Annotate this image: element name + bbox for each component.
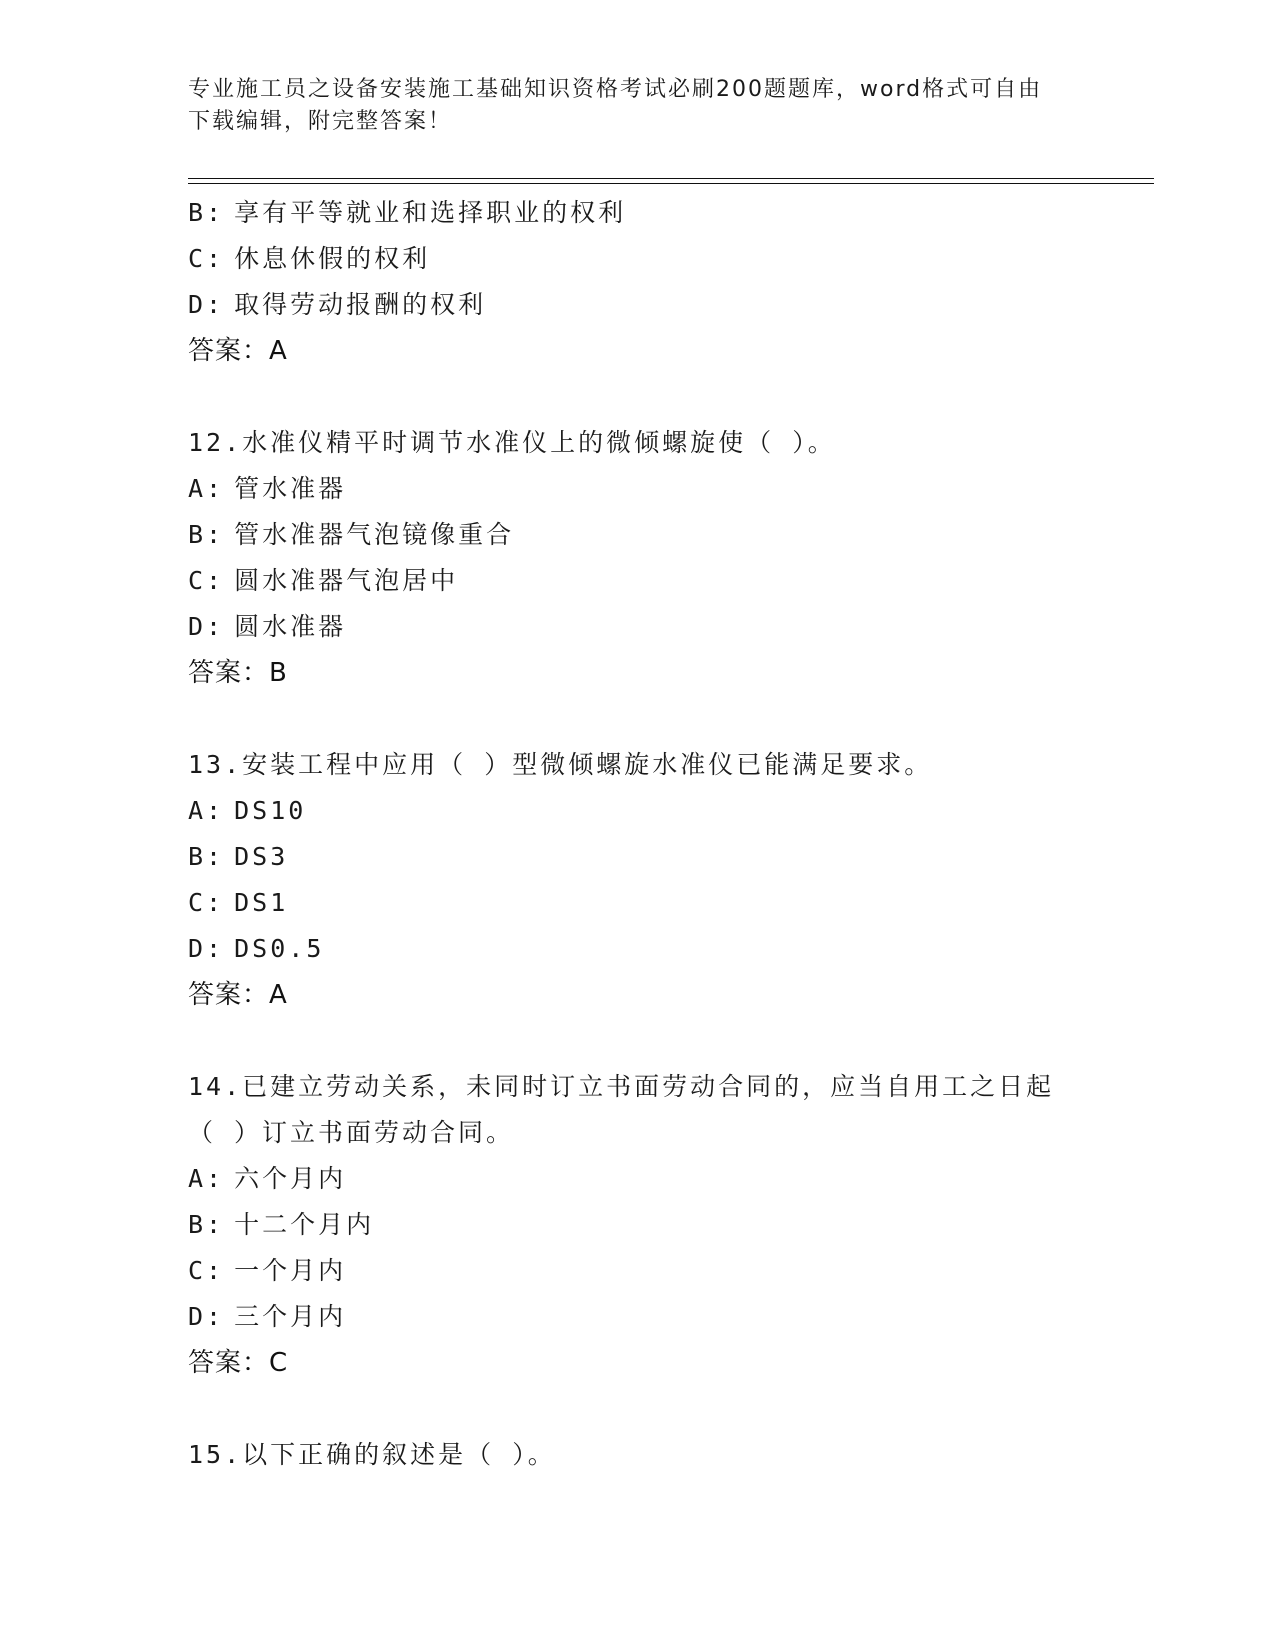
question-15 — [188, 1432, 1088, 1478]
option-c: C: 圆水准器气泡居中 — [188, 566, 459, 595]
question-13 — [188, 742, 1088, 1018]
question-14 — [188, 1064, 1088, 1386]
answer-line: 答案：A — [188, 980, 288, 1010]
question-stem: 12.水准仪精平时调节水准仪上的微倾螺旋使（ ）。 — [188, 428, 836, 457]
header-divider-top — [188, 178, 1154, 179]
option-b: B: DS3 — [188, 842, 289, 871]
question-stem: 13.安装工程中应用（ ）型微倾螺旋水准仪已能满足要求。 — [188, 750, 933, 779]
question-stem: 15.以下正确的叙述是（ ）。 — [188, 1440, 556, 1469]
header-line-1: 专业施工员之设备安装施工基础知识资格考试必刷200题题库，word格式可自由 — [188, 77, 1043, 102]
document-header — [188, 74, 1078, 138]
option-a: A: 管水准器 — [188, 474, 347, 503]
question-stem: 14.已建立劳动关系，未同时订立书面劳动合同的，应当自用工之日起 （ ）订立书面劳动合同。 — [188, 1072, 1055, 1147]
option-c: C: 一个月内 — [188, 1256, 347, 1285]
header-line-2: 下载编辑，附完整答案！ — [188, 109, 453, 134]
answer-line: 答案：C — [188, 1348, 289, 1378]
option-a: A: DS10 — [188, 796, 307, 825]
option-d: D: 取得劳动报酬的权利 — [188, 290, 487, 319]
option-a: A: 六个月内 — [188, 1164, 347, 1193]
option-b: B: 管水准器气泡镜像重合 — [188, 520, 515, 549]
question-11-continued — [188, 190, 1088, 374]
question-12 — [188, 420, 1088, 696]
option-c: C: DS1 — [188, 888, 289, 917]
option-c: C: 休息休假的权利 — [188, 244, 431, 273]
answer-line: 答案：B — [188, 658, 288, 688]
option-d: D: 三个月内 — [188, 1302, 347, 1331]
option-b: B: 十二个月内 — [188, 1210, 375, 1239]
question-list — [188, 190, 1088, 1478]
header-divider-bottom — [188, 183, 1154, 184]
answer-line: 答案：A — [188, 336, 288, 366]
option-d: D: 圆水准器 — [188, 612, 347, 641]
option-b: B: 享有平等就业和选择职业的权利 — [188, 198, 627, 227]
option-d: D: DS0.5 — [188, 934, 325, 963]
